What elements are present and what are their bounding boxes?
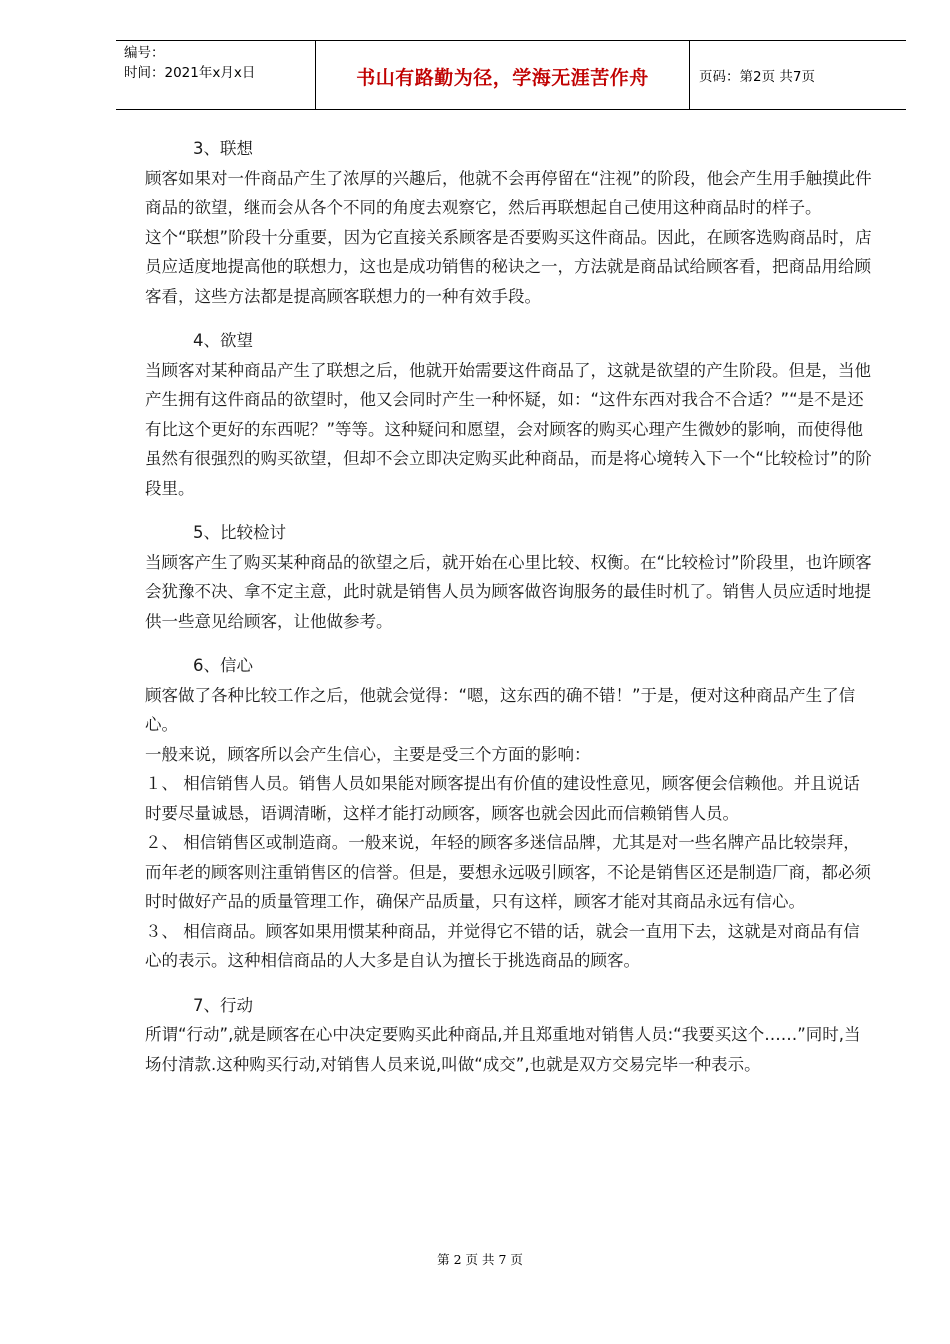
- paragraph: 当顾客对某种商品产生了联想之后，他就开始需要这件商品了，这就是欲望的产生阶段。但是，当他产生拥有这件商品的欲望时，他又会同时产生一种怀疑，如：“这件东西对我合不合适？”“是不是还有比这个更好的东西呢？”等等。这种疑问和愿望，会对顾客的购买心理产生微妙的影响，而使得他虽然有很强烈的购买欲望，但却不会立即决定购买此种商品，而是将心境转入下一个“比较检讨”的阶段里。: [145, 360, 872, 498]
- paragraph: 顾客做了各种比较工作之后，他就会觉得：“嗯，这东西的确不错！”于是，便对这种商品产生了信心。: [145, 685, 856, 734]
- paragraph: 当顾客产生了购买某种商品的欲望之后，就开始在心里比较、权衡。在“比较检讨”阶段里，也许顾客会犹豫不决、拿不定主意，此时就是销售人员为顾客做咨询服务的最佳时机了。销售人员应适时地提供一些意见给顾客，让他做参考。: [145, 552, 872, 631]
- list-item: ３、 相信商品。顾客如果用惯某种商品，并觉得它不错的话，就会一直用下去，这就是对商品有信心的表示。这种相信商品的人大多是自认为擅长于挑选商品的顾客。: [145, 921, 860, 970]
- page-header: [116, 40, 906, 110]
- section-title: 3、联想: [193, 139, 253, 158]
- document-body: [145, 134, 875, 1079]
- paragraph: 这个“联想”阶段十分重要，因为它直接关系顾客是否要购买这件商品。因此，在顾客选购商品时，店员应适度地提高他的联想力，这也是成功销售的秘诀之一，方法就是商品试给顾客看，把商品用给顾客看，这些方法都是提高顾客联想力的一种有效手段。: [145, 227, 872, 306]
- section-title: 6、信心: [193, 656, 253, 675]
- document-number-label: 编号：: [124, 45, 165, 61]
- paragraph: 顾客如果对一件商品产生了浓厚的兴趣后，他就不会再停留在“注视”的阶段，他会产生用手触摸此件商品的欲望，继而会从各个不同的角度去观察它，然后再联想起自己使用这种商品时的样子。: [145, 168, 872, 217]
- document-time: 时间：2021年x月x日: [124, 65, 256, 81]
- header-motto: 书山有路勤为径，学海无涯苦作舟: [356, 67, 649, 89]
- section-title: 5、比较检讨: [193, 523, 286, 542]
- header-page-info: 页码：第2页 共7页: [699, 69, 815, 85]
- list-item: １、 相信销售人员。销售人员如果能对顾客提出有价值的建设性意见，顾客便会信赖他。并且说话时要尽量诚恳，语调清晰，这样才能打动顾客，顾客也就会因此而信赖销售人员。: [145, 774, 860, 823]
- header-divider: [689, 41, 690, 109]
- section-title: 7、行动: [193, 995, 253, 1015]
- paragraph: 一般来说，顾客所以会产生信心，主要是受三个方面的影响：: [145, 744, 591, 764]
- paragraph: 所谓“行动”,就是顾客在心中决定要购买此种商品,并且郑重地对销售人员:“我要买这个……”同时,当场付清款.这种购买行动,对销售人员来说,叫做“成交”,也就是双方交易完毕一种表示。: [145, 1025, 861, 1074]
- header-meta: [124, 43, 314, 83]
- list-item: ２、 相信销售区或制造商。一般来说，年轻的顾客多迷信品牌，尤其是对一些名牌产品比较崇拜，而年老的顾客则注重销售区的信誉。但是，要想永远吸引顾客，不论是销售区还是制造厂商，都必须时时做好产品的质量管理工作，确保产品质量，只有这样，顾客才能对其商品永远有信心。: [145, 833, 871, 911]
- section-title: 4、欲望: [193, 331, 253, 350]
- page-footer: 第 2 页 共 7 页: [437, 1252, 523, 1267]
